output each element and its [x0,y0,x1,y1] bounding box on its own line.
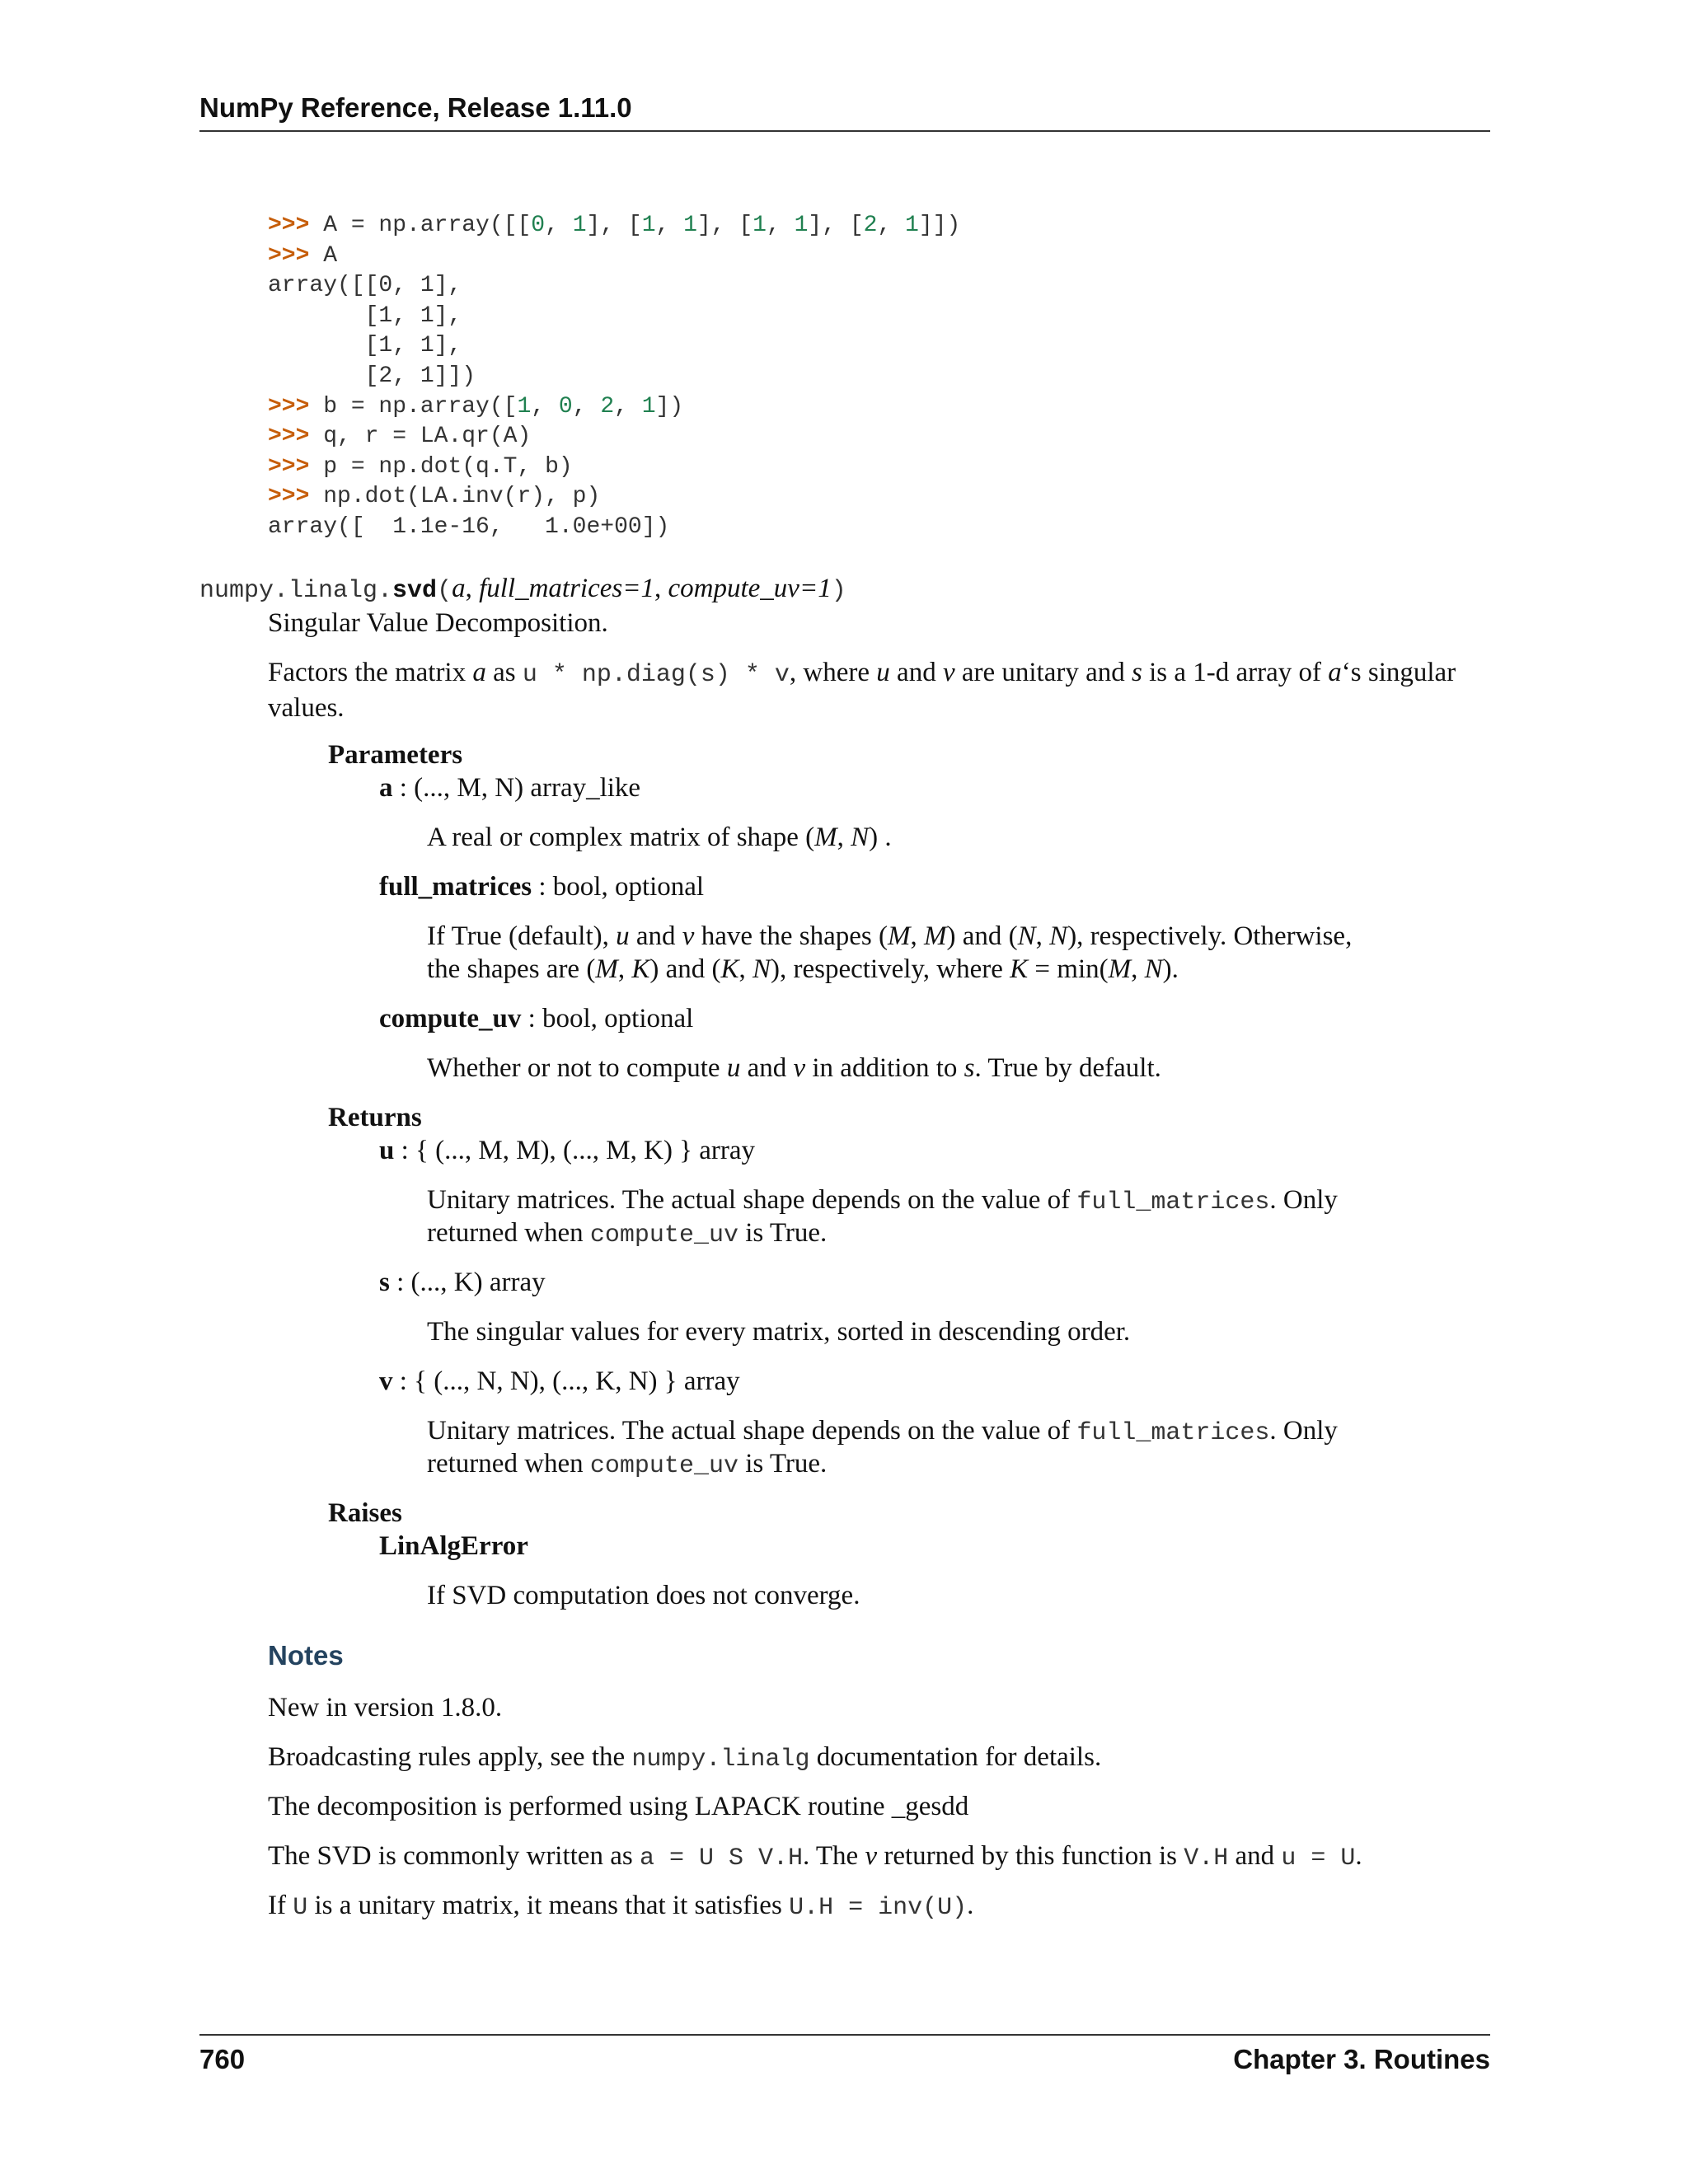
function-description: Factors the matrix a as u * np.diag(s) * v, where u and v are unitary and s is a 1-d array of a‘s singular values. [268,658,1456,723]
param-a-description: A real or complex matrix of shape (M, N) . [427,823,892,852]
signature-module: numpy.linalg. [199,577,393,605]
code-line [268,482,960,513]
code-text: ], [ [586,213,642,238]
prompt-marker: >>> [268,424,324,450]
code-text: ], [ [808,213,864,238]
raises-exception-name: LinAlgError [379,1531,528,1561]
param-full-matrices-description-line1: If True (default), u and v have the shapes (M, M) and (N, N), respectively. Otherwise, [427,921,1353,951]
inline-code: U [293,1894,308,1922]
code-number: 0 [558,393,573,419]
note-version: New in version 1.8.0. [268,1693,503,1722]
return-type: : { (..., M, M), (..., M, K) } array [394,1136,756,1165]
prompt-marker: >>> [268,393,324,419]
code-number: 1 [683,213,697,238]
code-number: 1 [753,213,767,238]
signature-open-paren: ( [437,577,452,605]
param-full-matrices [379,870,704,903]
code-example [268,211,960,543]
code-number: 1 [794,213,809,238]
notes-heading: Notes [268,1640,344,1671]
code-text: ]) [655,393,684,419]
signature-function-name: svd [392,577,438,605]
function-summary: Singular Value Decomposition. [268,608,608,638]
code-text: A = np.array([[ [323,213,532,238]
signature-param-full-matrices: full_matrices=1 [479,574,654,603]
code-output: array([ 1.1e-16, 1.0e+00]) [268,513,670,540]
code-line [268,331,960,362]
code-text: , [614,393,642,419]
param-compute-uv [379,1002,693,1035]
return-v-description-line2: returned when compute_uv is True. [427,1449,828,1480]
running-header-title: NumPy Reference, Release 1.11.0 [199,92,632,123]
note-svd-form: The SVD is commonly written as a = U S V.H. The v returned by this function is V.H and u = U. [268,1841,1362,1872]
note-unitary: If U is a unitary matrix, it means that it satisfies U.H = inv(U). [268,1891,974,1922]
code-output: [1, 1], [268,302,462,329]
signature-separator: , [465,574,480,603]
param-full-matrices-description-line2: the shapes are (M, K) and (K, N), respectively, where K = min(M, N). [427,954,1179,984]
prompt-marker: >>> [268,453,324,480]
code-number: 1 [641,393,656,419]
return-type: : { (..., N, N), (..., K, N) } array [392,1366,740,1396]
returns-heading: Returns [328,1103,422,1132]
parameters-heading: Parameters [328,740,463,770]
code-output: [2, 1]]) [268,363,476,389]
code-text: np.dot(LA.inv(r), p) [323,484,601,510]
inline-code: U.H = inv(U) [789,1894,968,1922]
signature-close-paren: ) [831,577,846,605]
raises-heading: Raises [328,1498,402,1528]
code-number: 2 [863,213,878,238]
note-broadcasting: Broadcasting rules apply, see the numpy.linalg documentation for details. [268,1742,1102,1774]
code-text: , [766,213,795,238]
chapter-label: Chapter 3. Routines [1233,2044,1490,2074]
return-s-description: The singular values for every matrix, sorted in descending order. [427,1317,1131,1347]
param-name: compute_uv [379,1004,522,1033]
prompt-marker: >>> [268,484,324,510]
inline-code: a = U S V.H [639,1844,803,1872]
param-type: : bool, optional [532,872,705,902]
code-number: 1 [517,393,532,419]
code-text: , [531,393,559,419]
return-u [379,1134,755,1167]
code-line [268,271,960,302]
code-text: , [545,213,573,238]
code-text: b = np.array([ [323,393,518,419]
return-v [379,1365,740,1398]
param-a [379,771,640,804]
footer-rule [199,2034,1490,2036]
code-line [268,513,960,543]
param-type: : (..., M, N) array_like [392,773,641,803]
return-name: u [379,1136,395,1165]
code-text: , [572,393,601,419]
code-line [268,362,960,392]
signature-param-a: a [452,574,466,603]
inline-code: numpy.linalg [631,1746,810,1774]
prompt-marker: >>> [268,213,324,238]
code-line [268,422,960,452]
inline-code: u * np.diag(s) * v [522,661,790,689]
note-lapack: The decomposition is performed using LAPACK routine _gesdd [268,1792,969,1821]
inline-code: compute_uv [589,1452,738,1480]
inline-code: compute_uv [589,1221,738,1249]
return-s [379,1266,546,1299]
inline-code: full_matrices [1076,1188,1270,1216]
return-u-description-line1: Unitary matrices. The actual shape depends on the value of full_matrices. Only [427,1185,1338,1216]
param-type: : bool, optional [521,1004,694,1033]
inline-code: u = U [1281,1844,1356,1872]
code-text: ]]) [918,213,961,238]
param-name: full_matrices [379,872,532,902]
raises-description: If SVD computation does not converge. [427,1581,860,1610]
code-text: p = np.dot(q.T, b) [323,453,573,480]
return-name: v [379,1366,393,1396]
param-name: a [379,773,393,803]
function-signature [199,574,846,605]
code-line [268,452,960,483]
return-type: : (..., K) array [389,1268,546,1297]
code-output: [1, 1], [268,333,462,359]
code-text: , [877,213,906,238]
inline-code: V.H [1184,1844,1229,1872]
code-line [268,241,960,272]
prompt-marker: >>> [268,242,324,269]
code-text: A [323,242,338,269]
signature-param-compute-uv: compute_uv=1 [668,574,832,603]
code-text: ], [ [696,213,753,238]
inline-code: full_matrices [1076,1419,1270,1447]
return-name: s [379,1268,390,1297]
return-u-description-line2: returned when compute_uv is True. [427,1218,828,1249]
code-text: q, r = LA.qr(A) [323,424,532,450]
page-number: 760 [199,2044,246,2074]
code-output: array([[0, 1], [268,273,462,299]
code-number: 0 [531,213,546,238]
param-compute-uv-description: Whether or not to compute u and v in addition to s. True by default. [427,1053,1161,1083]
code-line [268,302,960,332]
code-number: 1 [641,213,656,238]
code-number: 1 [905,213,919,238]
signature-separator: , [654,574,668,603]
return-v-description-line1: Unitary matrices. The actual shape depends on the value of full_matrices. Only [427,1416,1338,1447]
code-number: 1 [572,213,587,238]
code-text: , [655,213,684,238]
code-number: 2 [600,393,615,419]
code-line [268,392,960,423]
code-line [268,211,960,241]
header-rule [199,130,1490,132]
